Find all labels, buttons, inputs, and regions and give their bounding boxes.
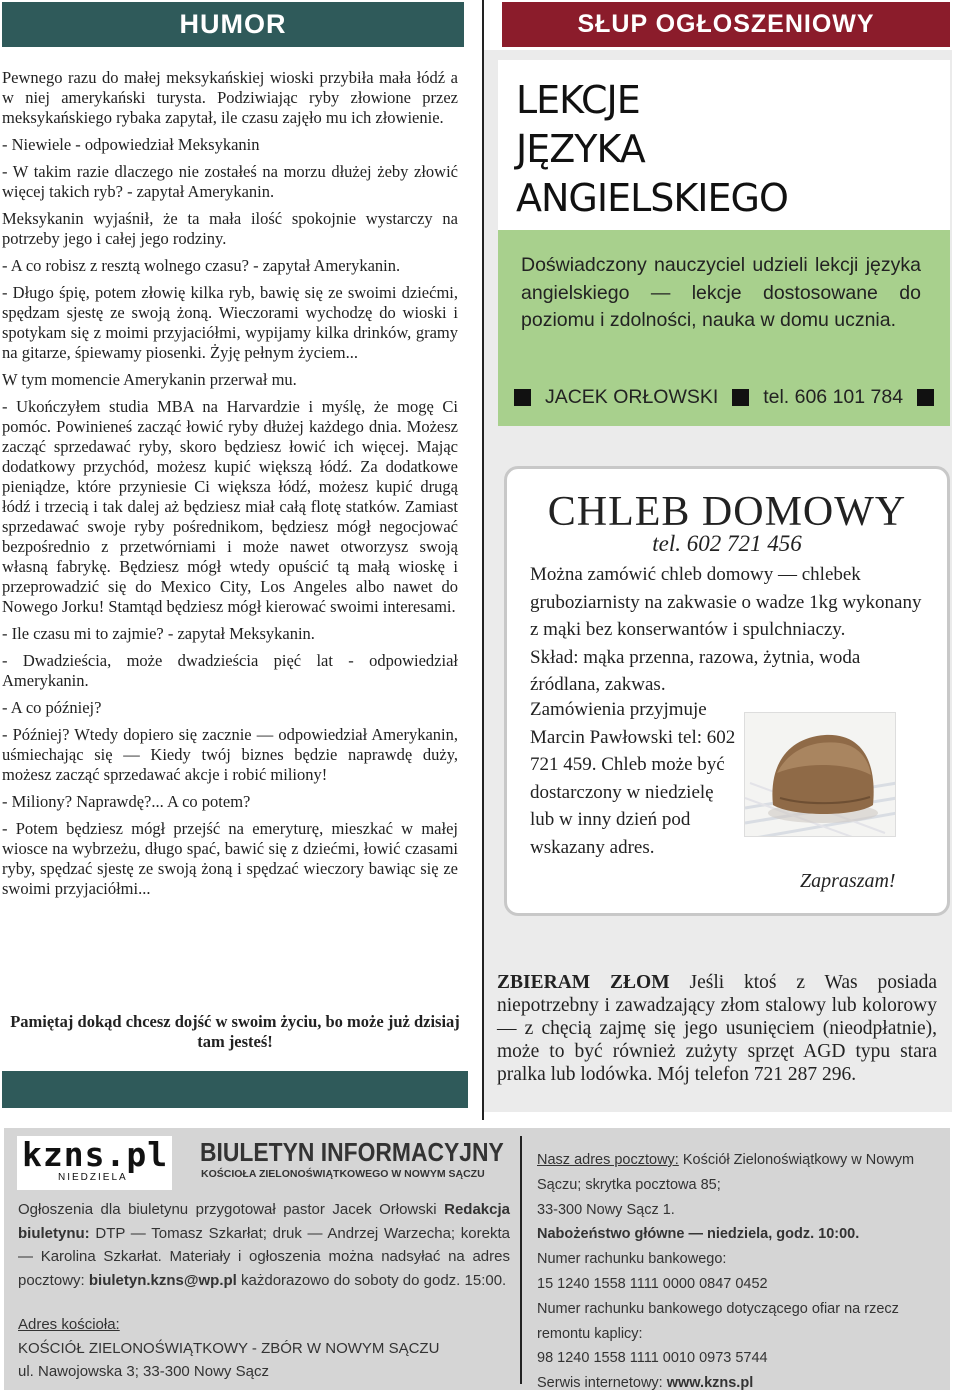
church-address	[18, 1313, 513, 1384]
story-paragraph: - Długo śpię, potem złowię kilka ryb, bawię się ze swoimi dziećmi, spędzam sjestę ze swoją żoną. Wieczorami wychodzę do wioski i spotykam się z moimi przyjaciółmi, wypijamy kilka drinków, gramy na gitarze, śpiewamy piosenki. Żyję pełnym życiem...	[2, 283, 458, 362]
story-paragraph: - Potem będziesz mógł przejść na emeryturę, mieszkać w małej wiosce na wybrzeżu, długo spać, bawić się z dziećmi, łowić czasami ryby, spędzać sjestę ze swoją żoną i spędzać wieczory bawiąc się ze swoimi przyjaciółmi...	[2, 819, 458, 898]
humor-story	[2, 68, 458, 906]
bread-ingredients: Skład: mąka przenna, razowa, żytnia, woda źródlana, zakwas.	[530, 646, 861, 695]
editorial-label: Redakcja biuletynu:	[18, 1201, 510, 1242]
humor-header: HUMOR	[2, 2, 464, 47]
story-paragraph: Pewnego razu do małej meksykańskiej wioski przybiła mała łódź a w niej amerykański turysta. Podziwiając ryby złowione przez meksykańskiego rybaka zapytał, ile czasu zajęło mu ich złowienie.	[2, 68, 458, 127]
square-bullet-icon	[732, 389, 749, 406]
story-paragraph: - Dwadzieścia, może dwadzieścia pięć lat - odpowiedział Amerykanin.	[2, 651, 458, 690]
lessons-name: JACEK ORŁOWSKI	[544, 386, 719, 408]
editorial-text: DTP — Tomasz Szkarłat; druk — Andrzej Warzecha; korekta — Karolina Szkarłat. Materiały i ogłoszenia można nadsyłać na adres pocztowy:	[18, 1224, 510, 1289]
story-paragraph: - Miliony? Naprawdę?... A co potem?	[2, 792, 251, 811]
postal-city: 33-300 Nowy Sącz 1.	[537, 1201, 675, 1218]
editorial-email[interactable]: biuletyn.kzns@wp.pl	[88, 1271, 237, 1289]
website-link[interactable]: www.kzns.pl	[666, 1375, 754, 1391]
editorial-text: Ogłoszenia dla biuletynu przygotował pastor Jacek Orłowski	[18, 1201, 437, 1218]
bread-orders: Zamówienia przyjmuje Marcin Pawłowski tel: 602 721 459. Chleb może być dostarczony w niedzielę lub w inny dzień pod wskazany adres.	[530, 699, 736, 858]
bread-desc-text: Można zamówić chleb domowy — chlebek gruboziarnisty na zakwasie o wadze 1kg wykonany z mąki bez konserwantów i spulchniaczy.	[530, 564, 922, 640]
lessons-contact	[514, 386, 934, 409]
story-paragraph: - Niewiele - odpowiedział Meksykanin	[2, 135, 260, 154]
bulletin-title: BIULETYN INFORMACYJNY	[200, 1137, 504, 1167]
service-time: Nabożeństwo główne — niedziela, godz. 10:00.	[537, 1226, 860, 1243]
postal-label: Nasz adres pocztowy:	[537, 1152, 679, 1168]
scrap-text: Jeśli ktoś z Was posiada niepotrzebny i zawadzający złom stalowy lub kolorowy — z chęcią zajmę się jego usunięciem (nieodpłatnie), może to być również zużyty sprzęt AGD typu stara pralka lub lodówka. Mój telefon 721 287 296.	[497, 972, 938, 1085]
story-paragraph: - Później? Wtedy dopiero się zacznie — odpowiedział Amerykanin, uśmiechając się — Kiedy twój biznes będzie naprawdę duży, możesz zacząć sprzedawać akcje i robić miliony!	[2, 725, 458, 784]
story-paragraph: - Ile czasu mi to zajmie? - zapytał Meksykanin.	[2, 624, 315, 643]
lessons-title	[516, 76, 788, 223]
bread-description	[530, 561, 925, 699]
website-label: Serwis internetowy:	[537, 1375, 663, 1391]
editorial-text: każdorazowo do soboty do godz. 15:00.	[241, 1271, 507, 1289]
church-street: ul. Nawojowska 3; 33-300 Nowy Sącz	[18, 1363, 269, 1380]
bread-title: CHLEB DOMOWY	[547, 489, 907, 535]
logo-subtext: NIEDZIELA	[58, 1172, 128, 1183]
church-name: KOŚCIÓŁ ZIELONOŚWIĄTKOWY - ZBÓR W NOWYM SĄCZU	[18, 1339, 440, 1357]
bread-invite: Zapraszam!	[800, 870, 896, 892]
square-bullet-icon	[917, 389, 934, 406]
bulletin-subtitle: KOŚCIOŁA ZIELONOŚWIĄTKOWEGO W NOWYM SĄCZU	[201, 1168, 485, 1180]
editorial-info	[18, 1198, 510, 1292]
lessons-title-line: ANGIELSKIEGO	[516, 176, 788, 220]
story-paragraph: - W takim razie dlaczego nie zostałeś na morzu dłużej żeby złowić więcej takich ryb? - zapytał Amerykanin.	[2, 162, 458, 201]
logo-text: kzns.pl	[22, 1135, 169, 1174]
lessons-text: Doświadczony nauczyciel udzieli lekcji języka angielskiego — lekcje dostosowane do poziomu i zdolności, nauka w domu ucznia.	[521, 254, 921, 331]
bread-phone: tel. 602 721 456	[652, 531, 802, 556]
account-label: Numer rachunku bankowego:	[537, 1251, 727, 1268]
story-paragraph: W tym momencie Amerykanin przerwał mu.	[2, 370, 297, 389]
repair-account-number: 98 1240 1558 1111 0010 0973 5744	[537, 1350, 768, 1367]
church-address-label: Adres kościoła:	[18, 1316, 120, 1333]
story-paragraph: Meksykanin wyjaśnił, że ta mała ilość spokojnie wystarczy na potrzeby jego i całej jego rodziny.	[2, 209, 458, 248]
footer-divider	[520, 1136, 522, 1384]
ads-header: SŁUP OGŁOSZENIOWY	[502, 2, 950, 47]
story-paragraph: - A co później?	[2, 698, 102, 717]
lessons-title-line: LEKCJE	[516, 78, 640, 122]
humor-footer-bar	[2, 1071, 468, 1108]
account-number: 15 1240 1558 1111 0000 0847 0452	[537, 1275, 768, 1292]
story-paragraph: - Ukończyłem studia MBA na Harvardzie i myślę, że mogę Ci pomóc. Powinieneś zacząć łowić ryby dłużej każdego dnia. Możesz zacząć sprzedawać ryby, skoro będziesz łowić ich więcej. Mając dodatkowy przychód, możesz kupić większą łódź. Za dodatkowe pieniądze, które przyniesie Ci większa łódź, możesz kupić drugą łódź i trzecią i tak dalej aż będziesz miał całą flotę statków. Zamiast sprzedawać swoje ryby pośrednikom, będziesz mógł negocjować bezpośrednio z przetwórniami i może nawet otworzysz swoją własną fabrykę. Będziesz mógł wtedy opuścić tą małą wioskę i przeprowadzić się do Mexico City, Los Angeles albo nawet do Nowego Jorku! Stamtąd będziesz mógł kierować swoimi interesami.	[2, 397, 458, 616]
scrap-heading: ZBIERAM ZŁOM	[497, 972, 670, 993]
story-paragraph: - A co robisz z resztą wolnego czasu? - zapytał Amerykanin.	[2, 256, 401, 275]
humor-motto: Pamiętaj dokąd chcesz dojść w swoim życiu, bo może już dzisiaj tam jesteś!	[10, 1012, 460, 1051]
contact-info	[537, 1148, 947, 1391]
repair-account-label: Numer rachunku bankowego dotyczącego ofiar na rzecz remontu kaplicy:	[537, 1300, 899, 1342]
bread-photo	[744, 712, 896, 837]
postal-address: Kościół Zielonoświątkowy w Nowym Sączu; skrytka pocztowa 85;	[537, 1152, 915, 1193]
square-bullet-icon	[514, 389, 531, 406]
lessons-phone: tel. 606 101 784	[763, 386, 904, 408]
scrap-ad	[497, 971, 937, 1086]
lessons-title-line: JĘZYKA	[516, 127, 645, 171]
